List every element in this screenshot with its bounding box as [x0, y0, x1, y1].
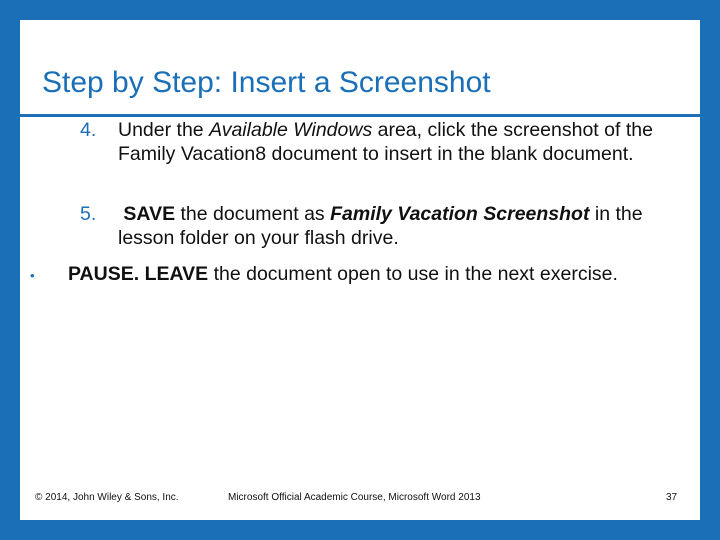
step-text-part: Under the — [118, 119, 210, 141]
step-text — [118, 202, 688, 250]
step-text — [118, 118, 678, 166]
title-divider — [20, 114, 700, 117]
bullet-text-part: the document open to use in the next exercise. — [208, 263, 618, 285]
step-text-part: the document as — [175, 203, 331, 225]
bullet-text — [68, 262, 618, 286]
step-text-part: in the lesson folder on your flash drive. — [118, 203, 643, 249]
step-number: 5. — [80, 203, 97, 225]
bullet-text-part: LEAVE — [144, 263, 209, 285]
bullet-text-part: PAUSE. — [68, 263, 140, 285]
footer-page-number: 37 — [666, 492, 678, 503]
step-text-part: SAVE — [123, 203, 176, 225]
bullet-dot-icon: • — [30, 268, 35, 283]
step-number: 4. — [80, 119, 97, 141]
step-text-part: area, click the screenshot of the Family Vacation8 document to insert in the blank document. — [118, 119, 653, 165]
slide — [20, 20, 700, 520]
footer-copyright: © 2014, John Wiley & Sons, Inc. — [35, 492, 179, 503]
step-text-part: Family Vacation Screenshot — [330, 203, 590, 225]
slide-title: Step by Step: Insert a Screenshot — [42, 66, 491, 99]
step-text-part: Available Windows — [209, 119, 373, 141]
footer-course: Microsoft Official Academic Course, Microsoft Word 2013 — [228, 492, 481, 503]
